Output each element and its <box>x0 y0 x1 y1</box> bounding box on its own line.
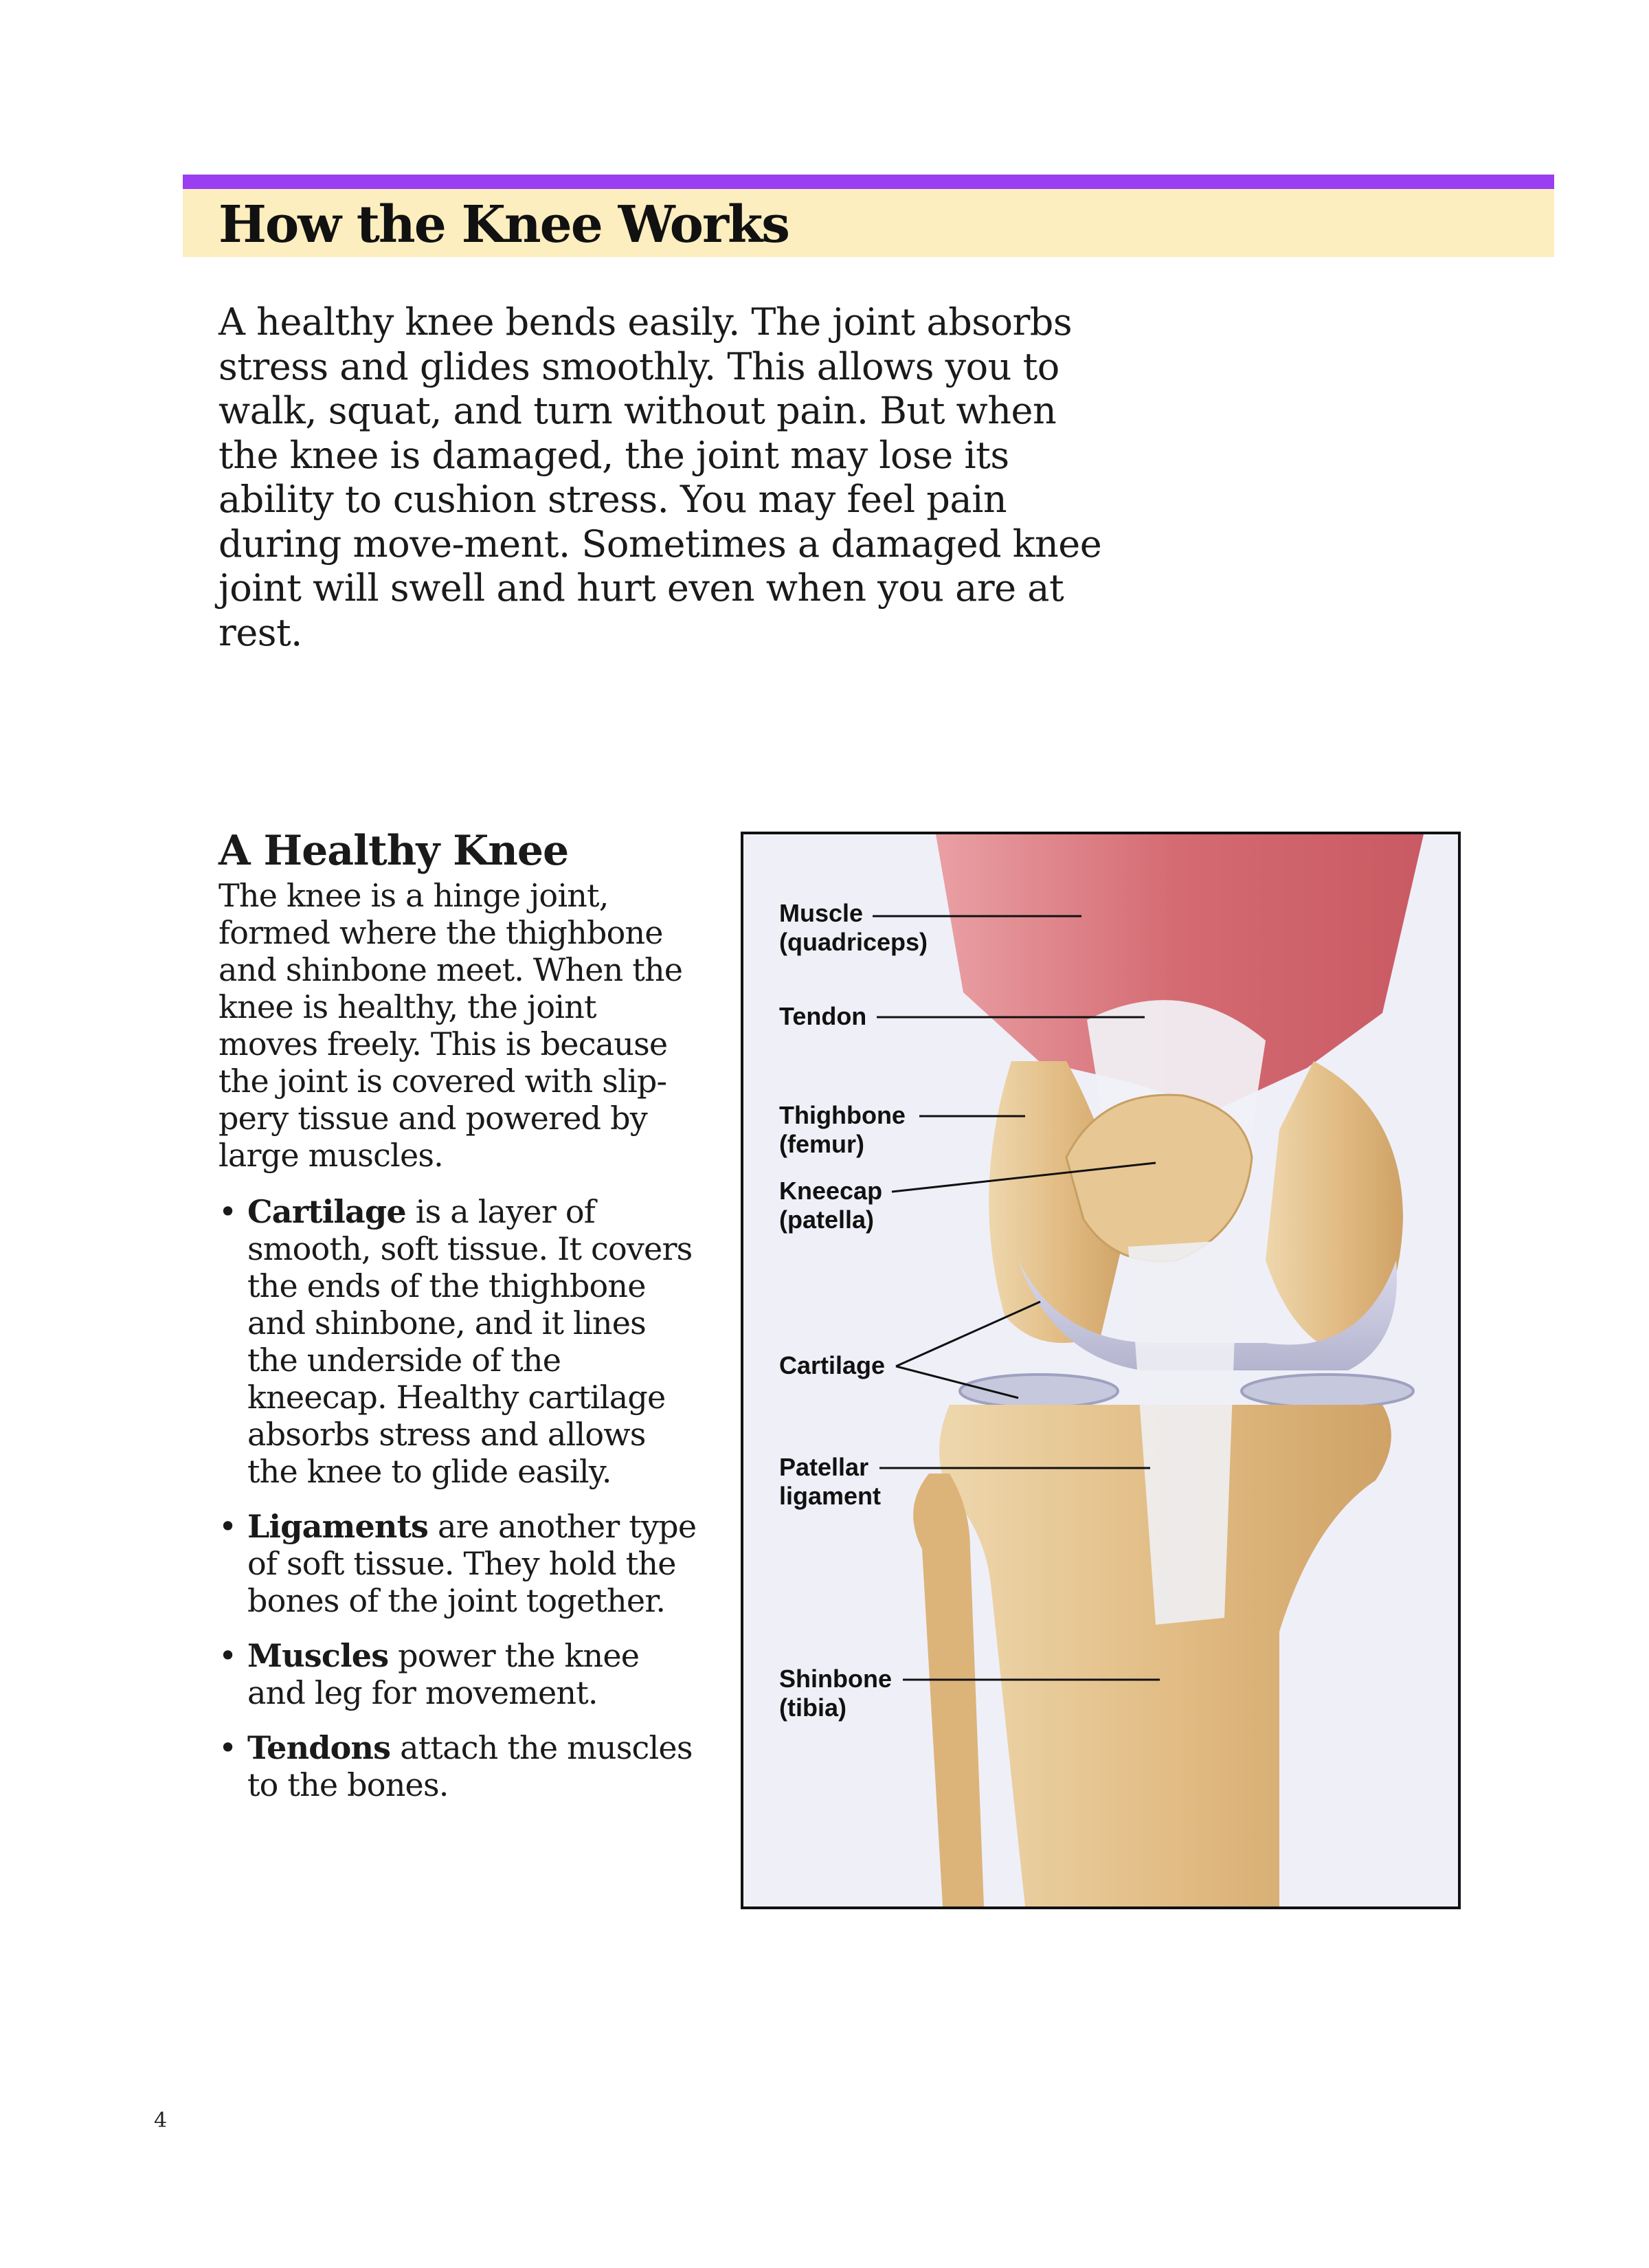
bullet-term: Ligaments <box>247 1508 429 1545</box>
bullet-term: Cartilage <box>247 1193 406 1230</box>
muscle-label: Muscle (quadriceps) <box>779 899 928 956</box>
list-item: • Tendons attach the muscles to the bones. <box>218 1729 693 1803</box>
bullet-list <box>218 1193 699 1803</box>
list-item: • Ligaments are another type of soft tissue. They hold the bones of the joint together. <box>218 1508 697 1619</box>
intro-paragraph: A healthy knee bends easily. The joint absorbs stress and glides smoothly. This allows you to walk, squat, and turn without pain. But when the knee is damaged, the joint may lose its ability to cushion stress. You may feel pain during move-ment. Sometimes a damaged knee joint will swell and hurt even when you are at rest. <box>218 300 1102 654</box>
lead-paragraph: The knee is a hinge joint, formed where the thighbone and shinbone meet. When the knee is healthy, the joint moves freely. This is because the joint is covered with slip-pery tissue and powered by large muscles. <box>218 877 683 1174</box>
bullet-term: Muscles <box>247 1637 389 1674</box>
bullet-text: power the knee and leg for movement. <box>247 1637 640 1711</box>
knee-anatomy-figure <box>741 832 1461 1909</box>
list-item: • Cartilage is a layer of smooth, soft tissue. It covers the ends of the thighbone and shinbone, and it lines the underside of the kneecap. Healthy cartilage absorbs stress and allows the knee to glide easily. <box>218 1193 693 1490</box>
bullet-text: attach the muscles to the bones. <box>247 1729 693 1803</box>
kneecap-label: Kneecap (patella) <box>779 1177 883 1234</box>
section-header <box>183 175 1554 257</box>
tendon-label: Tendon <box>779 1002 867 1030</box>
bullet-text: are another type of soft tissue. They hold the bones of the joint together. <box>247 1508 697 1619</box>
header-accent-rule <box>183 175 1554 189</box>
meniscus-right <box>1242 1375 1413 1408</box>
page-number: 4 <box>154 2109 168 2133</box>
thighbone-label: Thighbone (femur) <box>779 1101 906 1158</box>
healthy-knee-section <box>218 825 699 1821</box>
fibula-bone <box>913 1474 984 1906</box>
meniscus-left <box>960 1375 1118 1408</box>
bullet-text: is a layer of smooth, soft tissue. It covers the ends of the thighbone and shinbone, and it lines the underside of the kneecap. Healthy cartilage absorbs stress and allows the knee to glide easily. <box>247 1193 693 1490</box>
section-subtitle: A Healthy Knee <box>218 827 569 875</box>
patellar-ligament-label: Patellar ligament <box>779 1453 882 1510</box>
list-item: • Muscles power the knee and leg for movement. <box>218 1637 640 1711</box>
page-title: How the Knee Works <box>218 195 789 254</box>
shinbone-label: Shinbone (tibia) <box>779 1665 892 1722</box>
cartilage-label: Cartilage <box>779 1351 886 1379</box>
bullet-term: Tendons <box>247 1729 391 1766</box>
